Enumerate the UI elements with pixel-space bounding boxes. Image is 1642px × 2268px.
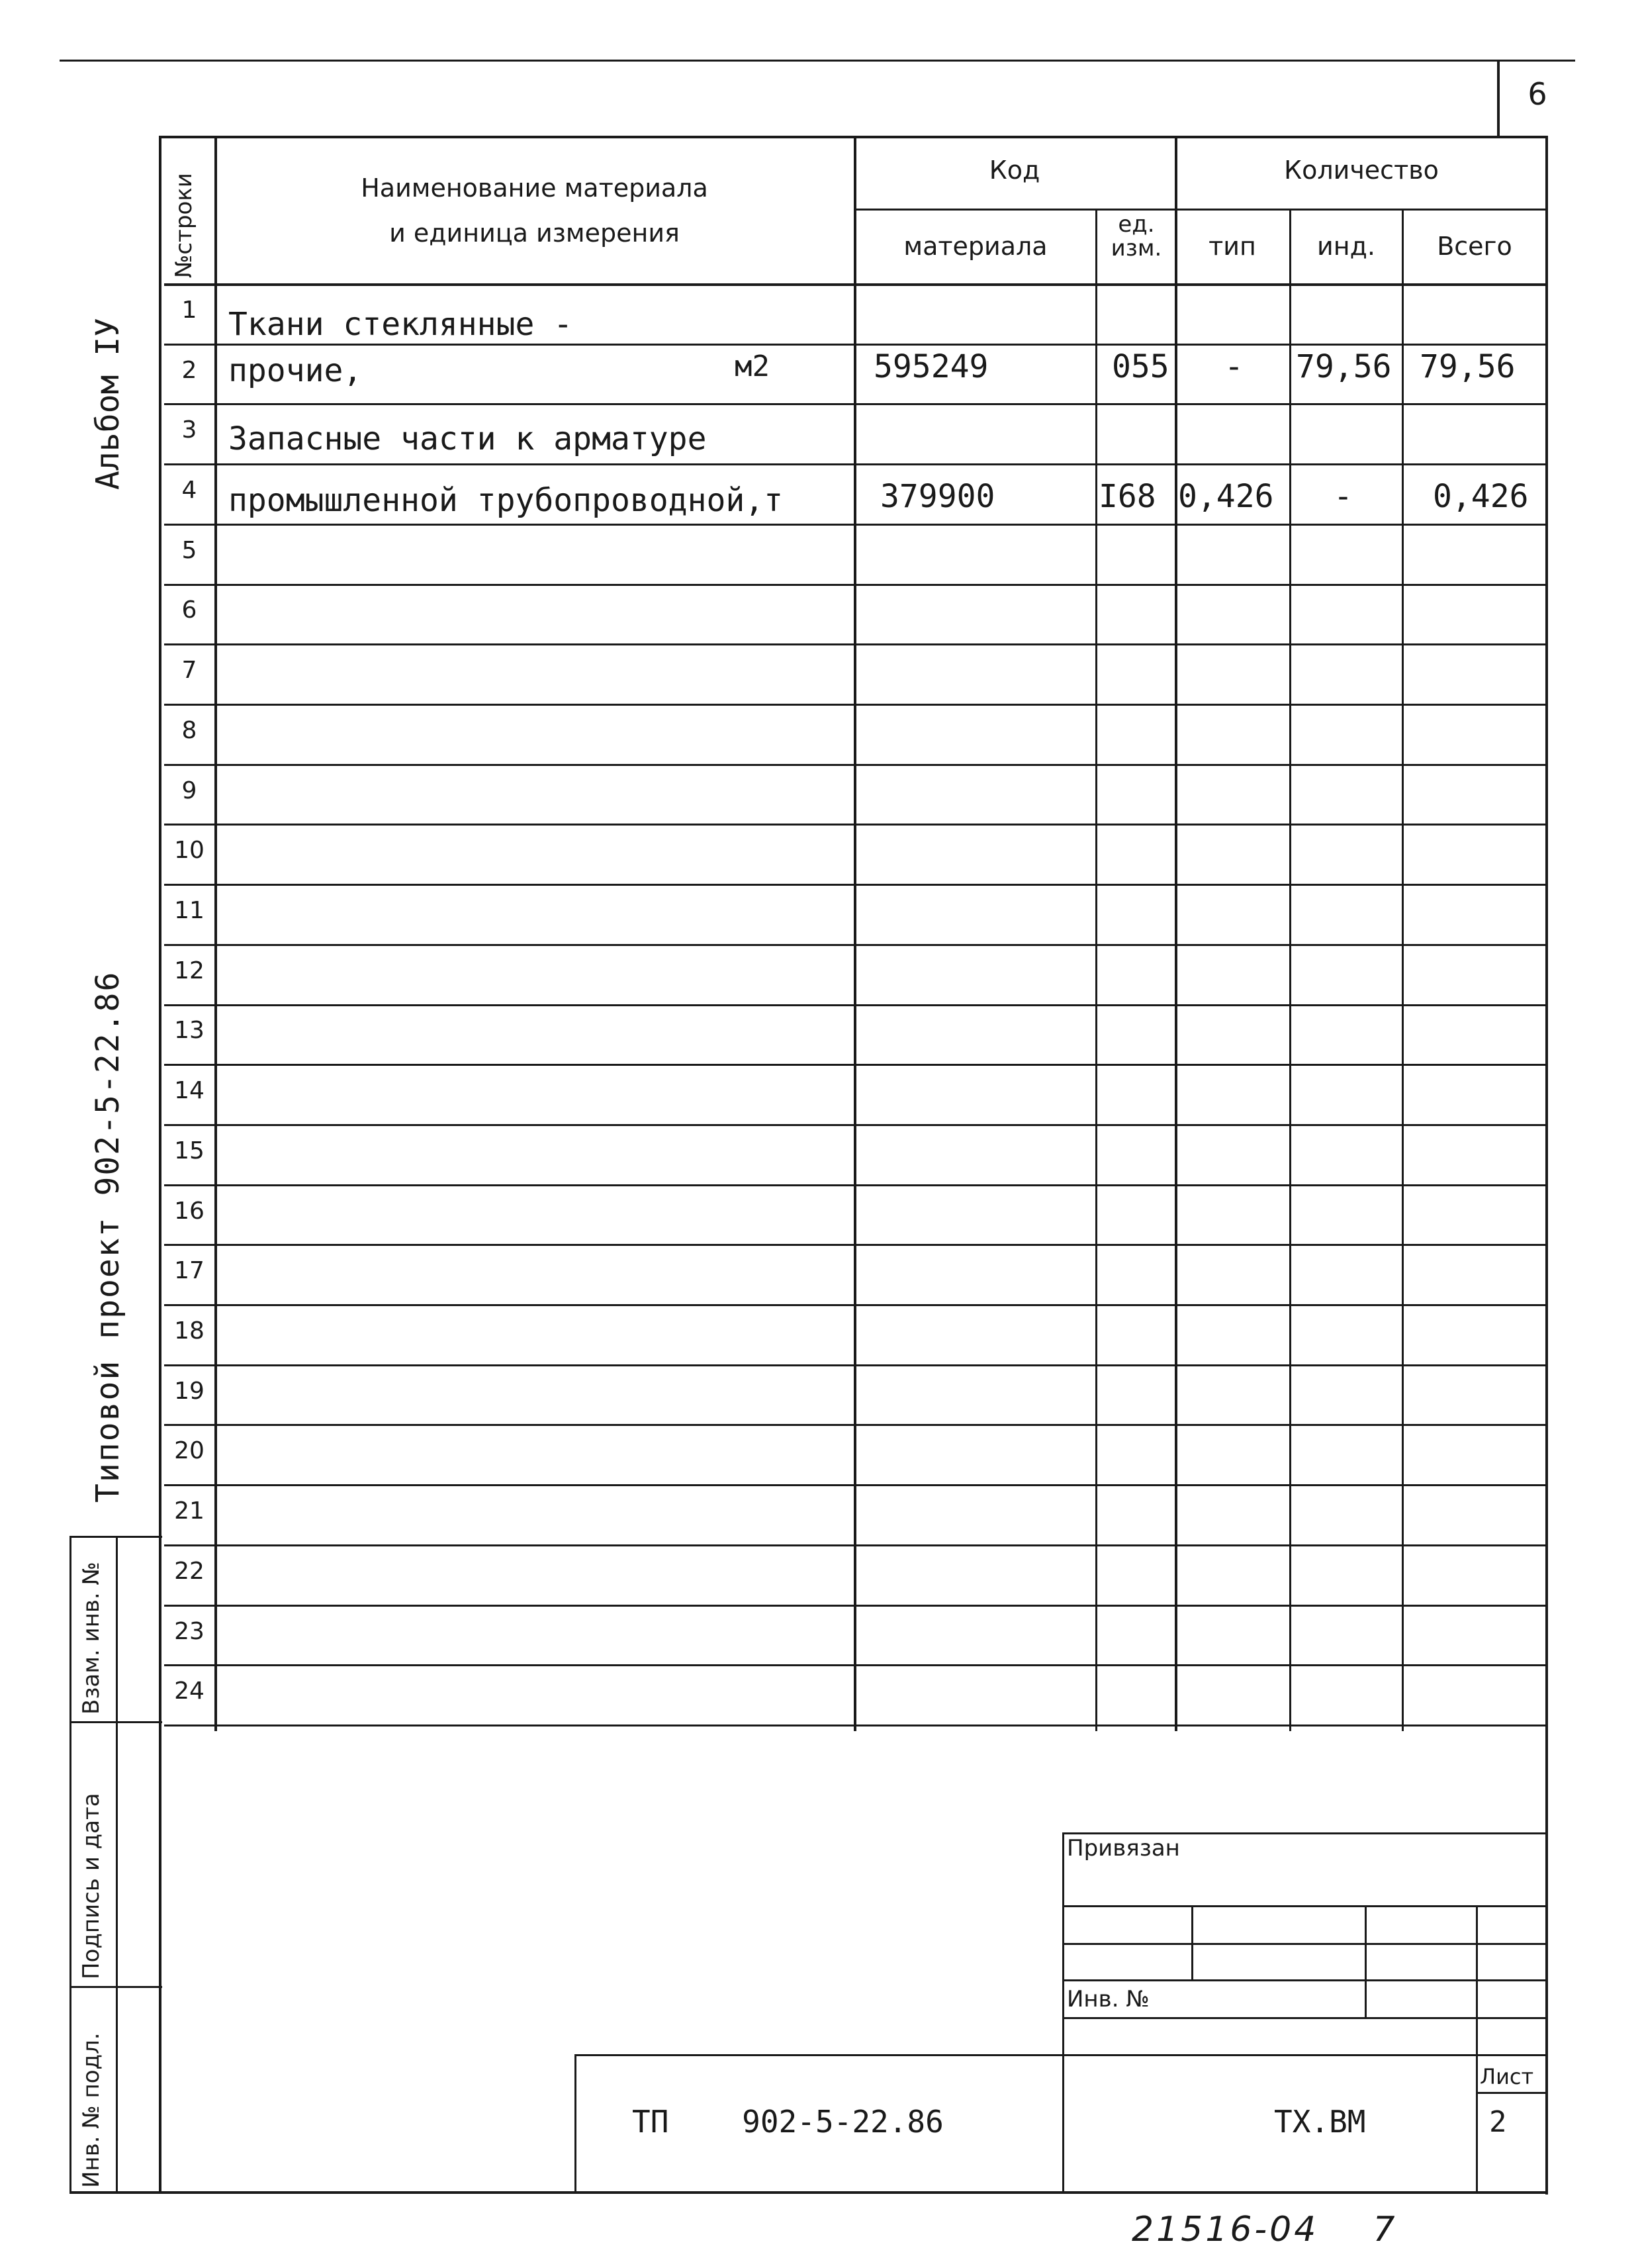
project-label: Типовой проект 902-5-22.86 bbox=[89, 970, 126, 1503]
header-code: Код bbox=[989, 156, 1040, 185]
tb-mark: ТХ.ВМ bbox=[1274, 2104, 1366, 2140]
row4-name: промышленной трубопроводной,т bbox=[228, 482, 784, 519]
tb-col-c bbox=[1476, 1905, 1478, 2193]
stamp-podpis-data: Подпись и дата bbox=[78, 1793, 105, 1979]
frame-bottom bbox=[69, 2191, 1547, 2194]
tb-line-privyazan bbox=[1062, 1832, 1547, 1834]
row2-total: 79,56 bbox=[1420, 348, 1516, 385]
row-number: 22 bbox=[174, 1558, 205, 1585]
row-line bbox=[164, 1605, 1547, 1607]
row-number: 11 bbox=[174, 897, 205, 924]
row-line bbox=[164, 1725, 1547, 1726]
row-number: 23 bbox=[174, 1618, 205, 1645]
row-number: 5 bbox=[181, 537, 197, 564]
row-number: 3 bbox=[181, 416, 197, 444]
row1-name: Ткани стеклянные - bbox=[228, 306, 573, 343]
col-line-ind bbox=[1402, 209, 1404, 1731]
tb-line-3 bbox=[1062, 1979, 1547, 1981]
col-line-unit bbox=[1175, 136, 1177, 1731]
row-line bbox=[164, 344, 1547, 346]
page-number: 6 bbox=[1528, 76, 1547, 112]
page-number-box-left bbox=[1497, 60, 1500, 136]
row-number: 16 bbox=[174, 1198, 205, 1225]
row-line bbox=[164, 884, 1547, 886]
frame-left bbox=[159, 136, 161, 2193]
footer-handwritten: 21516-04 7 bbox=[1132, 2210, 1398, 2249]
tb-line-4 bbox=[1062, 2017, 1547, 2019]
tb-line-2 bbox=[1062, 1943, 1547, 1945]
row-number: 24 bbox=[174, 1677, 205, 1705]
row-line bbox=[164, 824, 1547, 826]
header-name-line2: и единица измерения bbox=[389, 218, 680, 248]
row-line bbox=[164, 643, 1547, 645]
col-line-code bbox=[1095, 209, 1097, 1731]
row-number: 18 bbox=[174, 1317, 205, 1345]
stamp-vzam-inv: Взам. инв. № bbox=[78, 1562, 105, 1715]
row-number: 20 bbox=[174, 1437, 205, 1464]
frame-top bbox=[159, 136, 1547, 138]
row-number: 4 bbox=[181, 477, 197, 504]
row2-ind: 79,56 bbox=[1296, 348, 1392, 385]
row-number: 6 bbox=[181, 596, 197, 624]
row-number: 21 bbox=[174, 1497, 205, 1525]
stamp-line-1 bbox=[69, 1721, 162, 1723]
stamp-top-line bbox=[69, 1536, 162, 1538]
row2-name: прочие, bbox=[228, 352, 363, 389]
row-line bbox=[164, 1004, 1547, 1006]
row-line bbox=[164, 1124, 1547, 1126]
row-number: 1 bbox=[181, 297, 197, 324]
row-number: 9 bbox=[181, 777, 197, 804]
tb-list-label: Лист bbox=[1480, 2064, 1534, 2089]
row-number: 13 bbox=[174, 1017, 205, 1044]
stamp-inv-podl: Инв. № подл. bbox=[78, 2032, 105, 2188]
row-number: 12 bbox=[174, 957, 205, 984]
row-line bbox=[164, 1664, 1547, 1666]
row-number: 10 bbox=[174, 837, 205, 864]
tb-doc-code: ТП 902-5-22.86 bbox=[632, 2104, 944, 2140]
col-line-rownum bbox=[214, 136, 217, 1731]
row-number: 17 bbox=[174, 1257, 205, 1284]
row2-unit-label: м2 bbox=[735, 350, 770, 383]
header-unit: ед. изм. bbox=[1111, 211, 1162, 261]
header-typ: тип bbox=[1209, 232, 1256, 261]
tb-privyazan: Привязан bbox=[1067, 1835, 1180, 1862]
row-line bbox=[164, 584, 1547, 586]
col-line-name bbox=[854, 136, 856, 1731]
tb-list-line bbox=[1476, 2092, 1547, 2094]
row-line bbox=[164, 1544, 1547, 1546]
row-line bbox=[164, 944, 1547, 946]
frame-right bbox=[1545, 136, 1548, 2195]
row-line bbox=[164, 1364, 1547, 1366]
row-line bbox=[164, 1484, 1547, 1486]
row4-ind: - bbox=[1334, 478, 1353, 515]
row-line bbox=[164, 1244, 1547, 1246]
header-name-line1: Наименование материала bbox=[361, 173, 708, 203]
tb-col-b bbox=[1365, 1905, 1367, 2018]
row4-unit-code: I68 bbox=[1099, 478, 1156, 515]
row2-unit-code: 055 bbox=[1112, 348, 1169, 385]
row-number: 8 bbox=[181, 717, 197, 744]
header-quantity: Количество bbox=[1284, 156, 1439, 185]
header-row-no: №строки bbox=[171, 173, 197, 278]
tb-main-left bbox=[574, 2054, 576, 2193]
row-line bbox=[164, 524, 1547, 526]
stamp-col-left bbox=[69, 1536, 71, 2193]
tb-col-a bbox=[1191, 1905, 1193, 1979]
tb-left bbox=[1062, 1832, 1064, 2193]
row-line bbox=[164, 463, 1547, 465]
tb-sheet: 2 bbox=[1489, 2105, 1507, 2139]
top-border-line bbox=[60, 60, 1575, 62]
header-material: материала bbox=[903, 232, 1048, 261]
row-line bbox=[164, 1184, 1547, 1186]
row-number: 14 bbox=[174, 1077, 205, 1104]
header-total: Всего bbox=[1437, 232, 1512, 261]
row-line bbox=[164, 704, 1547, 706]
row-line bbox=[164, 1424, 1547, 1426]
stamp-col-mid bbox=[116, 1536, 118, 2193]
row-line bbox=[164, 1304, 1547, 1306]
stamp-line-2 bbox=[69, 1986, 162, 1988]
tb-main-top bbox=[574, 2054, 1547, 2056]
row-line bbox=[164, 403, 1547, 405]
row4-typ: 0,426 bbox=[1178, 478, 1274, 515]
album-label: Альбом IУ bbox=[89, 317, 126, 490]
row4-total: 0,426 bbox=[1433, 478, 1529, 515]
row2-typ: - bbox=[1224, 348, 1244, 385]
row-number: 2 bbox=[181, 357, 197, 384]
row-number: 7 bbox=[181, 657, 197, 684]
row-number: 19 bbox=[174, 1378, 205, 1405]
row4-code: 379900 bbox=[880, 478, 995, 515]
header-ind: инд. bbox=[1317, 232, 1375, 261]
col-line-typ bbox=[1289, 209, 1291, 1731]
row3-name: Запасные части к арматуре bbox=[228, 420, 707, 457]
tb-line-1 bbox=[1062, 1905, 1547, 1907]
tb-inv-no: Инв. № bbox=[1067, 1986, 1150, 2012]
row-number: 15 bbox=[174, 1137, 205, 1164]
row-line bbox=[164, 764, 1547, 766]
row-line bbox=[164, 1064, 1547, 1066]
header-subline bbox=[854, 209, 1547, 211]
header-bottom-line bbox=[164, 283, 1547, 286]
row2-code: 595249 bbox=[874, 348, 989, 385]
